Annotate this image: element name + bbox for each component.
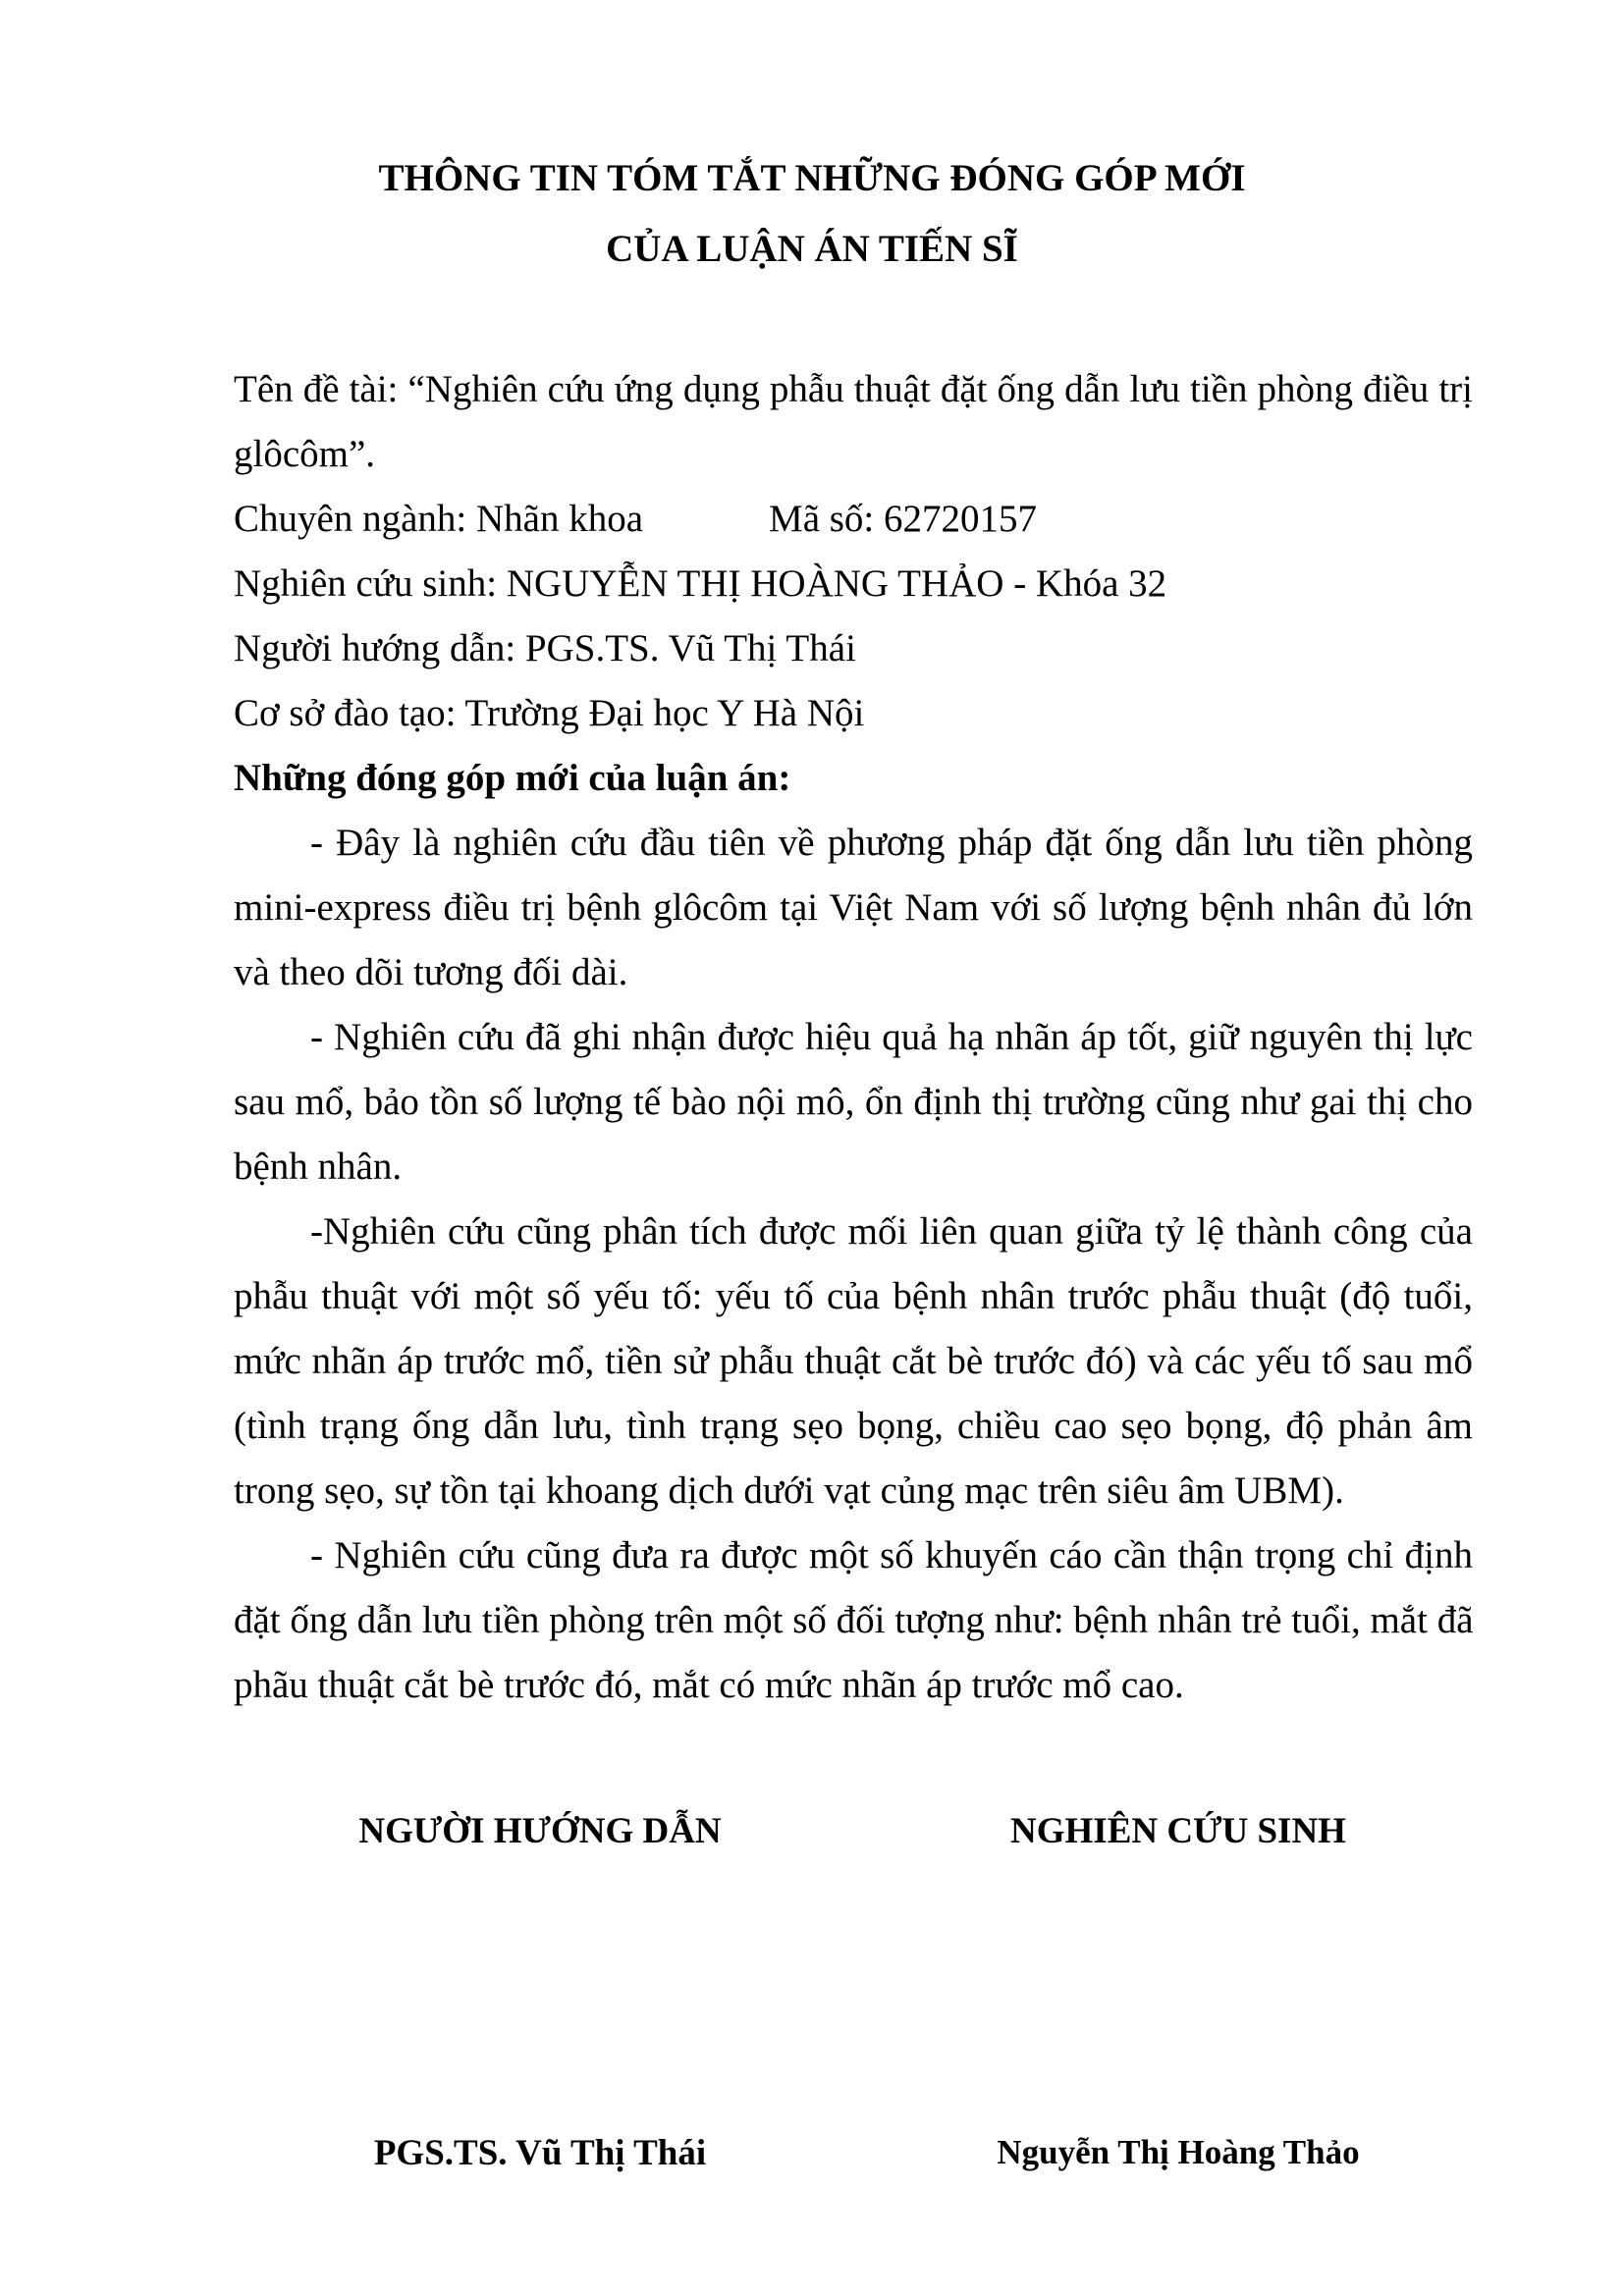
major-text: Chuyên ngành: Nhãn khoa (234, 498, 644, 540)
paragraph-line: và theo dõi tương đối dài. (234, 951, 628, 993)
code-text: Mã số: 62720157 (769, 498, 1038, 540)
paragraph-line: mini-express điều trị bệnh glôcôm tại Việt Nam với số lượng bệnh nhân đủ lớn (234, 886, 1473, 929)
contributions-heading: Những đóng góp mới của luận án: (234, 757, 791, 799)
paragraph-line: bệnh nhân. (234, 1146, 403, 1188)
paragraph-line: mức nhãn áp trước mổ, tiền sử phẫu thuật cắt bè trước đó) và các yếu tố sau mổ (234, 1340, 1473, 1382)
student-role: NGHIÊN CỨU SINH (1010, 1811, 1346, 1851)
paragraph-line: -Nghiên cứu cũng phân tích được mối liên quan giữa tỷ lệ thành công của (310, 1210, 1473, 1253)
paragraph-line: sau mổ, bảo tồn số lượng tế bào nội mô, ổn định thị trường cũng như gai thị cho (234, 1081, 1473, 1123)
paragraph-line: phãu thuật cắt bè trước đó, mắt có mức nhãn áp trước mổ cao. (234, 1664, 1184, 1706)
contribution-paragraph-1 (234, 811, 1473, 1005)
supervisor-line: Người hướng dẫn: PGS.TS. Vũ Thị Thái (234, 627, 856, 669)
document-title-line-2: CỦA LUẬN ÁN TIẾN SĨ (606, 228, 1018, 270)
thesis-info-block (234, 357, 1473, 1718)
institution-line: Cơ sở đào tạo: Trường Đại học Y Hà Nội (234, 692, 865, 734)
supervisor-role: NGƯỜI HƯỚNG DẪN (358, 1811, 722, 1851)
paragraph-line: (tình trạng ống dẫn lưu, tình trạng sẹo bọng, chiều cao sẹo bọng, độ phản âm (234, 1405, 1473, 1447)
paragraph-line: - Đây là nghiên cứu đầu tiên về phương pháp đặt ống dẫn lưu tiền phòng (310, 822, 1473, 864)
contribution-paragraph-4 (234, 1523, 1473, 1718)
major-code-line (234, 487, 1473, 552)
paragraph-line: đặt ống dẫn lưu tiền phòng trên một số đối tượng như: bệnh nhân trẻ tuổi, mắt đã (234, 1599, 1474, 1641)
document-title-line-1: THÔNG TIN TÓM TẮT NHỮNG ĐÓNG GÓP MỚI (378, 157, 1246, 199)
topic-line-2: glôcôm”. (234, 433, 376, 475)
topic-line-1: Tên đề tài: “Nghiên cứu ứng dụng phẫu thuật đặt ống dẫn lưu tiền phòng điều trị (234, 368, 1473, 410)
supervisor-name: PGS.TS. Vũ Thị Thái (373, 2133, 707, 2173)
student-name: Nguyễn Thị Hoàng Thảo (997, 2133, 1360, 2171)
student-line: Nghiên cứu sinh: NGUYỄN THỊ HOÀNG THẢO - Khóa 32 (234, 562, 1167, 605)
paragraph-line: phẫu thuật với một số yếu tố: yếu tố của bệnh nhân trước phẫu thuật (độ tuổi, (234, 1275, 1473, 1317)
contribution-paragraph-2 (234, 1005, 1473, 1200)
contribution-paragraph-3 (234, 1200, 1473, 1523)
paragraph-line: - Nghiên cứu đã ghi nhận được hiệu quả hạ nhãn áp tốt, giữ nguyên thị lực (310, 1016, 1473, 1058)
paragraph-line: trong sẹo, sự tồn tại khoang dịch dưới vạt củng mạc trên siêu âm UBM). (234, 1469, 1344, 1512)
paragraph-line: - Nghiên cứu cũng đưa ra được một số khuyến cáo cần thận trọng chỉ định (310, 1534, 1473, 1576)
